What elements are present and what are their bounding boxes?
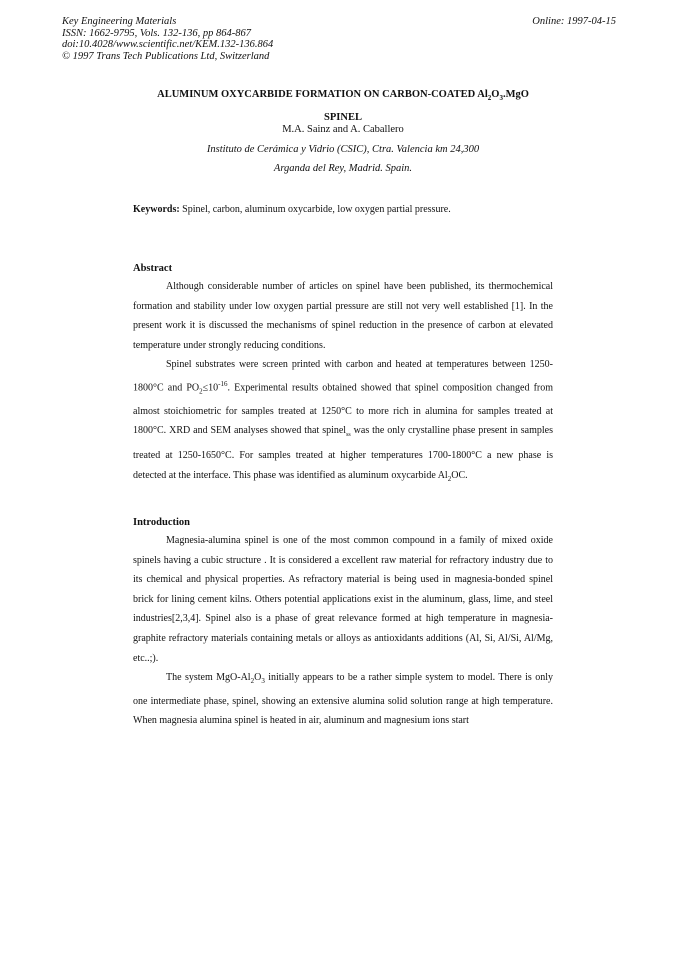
abstract-paragraph-2: Spinel substrates were screen printed with carbon and heated at temperatures between 1250-1800°C and $PO_2\le 10^{-16}$. Experimental results obtained showed that spinel composition changed from almost stoichiometric for samples treated at 1250°C to more rich in alumina for samples treated at 1800°C. XRD and SEM analyses showed that spinel$_{ss}$ was the only crystalline phase present in samples treated at 1250-1650°C. For samples treated at higher temperatures 1700-1800°C a new phase is detected at the interface. This phase was identified as aluminum oxycarbide $Al_2OC$.: [133, 359, 554, 483]
paper-title: ALUMINUM OXYCARBIDE FORMATION ON CARBON-COATED $Al_2O_3.MgO$ SPINEL: [157, 89, 529, 124]
copyright-line: © 1997 Trans Tech Publications Ltd, Switzerland: [62, 50, 270, 62]
online-date: Online: 1997-04-15: [532, 16, 616, 27]
issn-line: ISSN: 1662-9795, Vols. 132-136, pp 864-867: [62, 27, 251, 39]
affiliation-line-2: Arganda del Rey, Madrid. Spain.: [273, 163, 413, 174]
keywords-label: Keywords:: [133, 204, 180, 215]
keywords-text: Spinel, carbon, aluminum oxycarbide, low oxygen partial pressure.: [179, 204, 451, 215]
journal-name: Key Engineering Materials: [62, 16, 177, 27]
doi-line: doi:10.4028/www.scientific.net/KEM.132-136.864: [62, 39, 274, 50]
affiliation-line-1: Instituto de Cerámica y Vidrio (CSIC), Ctra. Valencia km 24,300: [206, 144, 480, 155]
intro-paragraph-1: Magnesia-alumina spinel is one of the most common compound in a family of mixed oxide spinels having a cubic structure . It is considered a excellent raw material for refractory industry due to its chemical and physical properties. As refractory material is being used in magnesia-bonded spinel brick for lining cement kilns. Others potential applications exist in the aluminum, glass, lime, and steel industries[2,3,4]. Spinel also is a phase of great relevance formed at high temperature in magnesia-graphite refractory materials containing metals or alloys as antioxidants additions (Al, Si, Al/Si, Al/Mg, etc..;).: [133, 535, 553, 664]
introduction-heading: Introduction: [133, 517, 190, 528]
introduction-body: [133, 531, 553, 731]
keywords: [133, 204, 553, 215]
abstract-heading: Abstract: [133, 263, 173, 274]
authors: M.A. Sainz and A. Caballero: [282, 124, 404, 135]
abstract-body: [133, 277, 553, 489]
abstract-paragraph-1: Although considerable number of articles on spinel have been published, its thermochemical formation and stability under low oxygen partial pressure are still not very well established [1]. In the present work it is discussed the mechanisms of spinel reduction in the presence of carbon at elevated temperature under strongly reducing conditions.: [133, 281, 553, 351]
running-header: [62, 16, 273, 62]
intro-paragraph-2: The system MgO-$Al_2O_3$ initially appears to be a rather simple system to model. There is only one intermediate phase, spinel, showing an extensive alumina solid solution range at high temperature. When magnesia alumina spinel is heated in air, aluminum and magnesium ions start: [133, 672, 553, 727]
